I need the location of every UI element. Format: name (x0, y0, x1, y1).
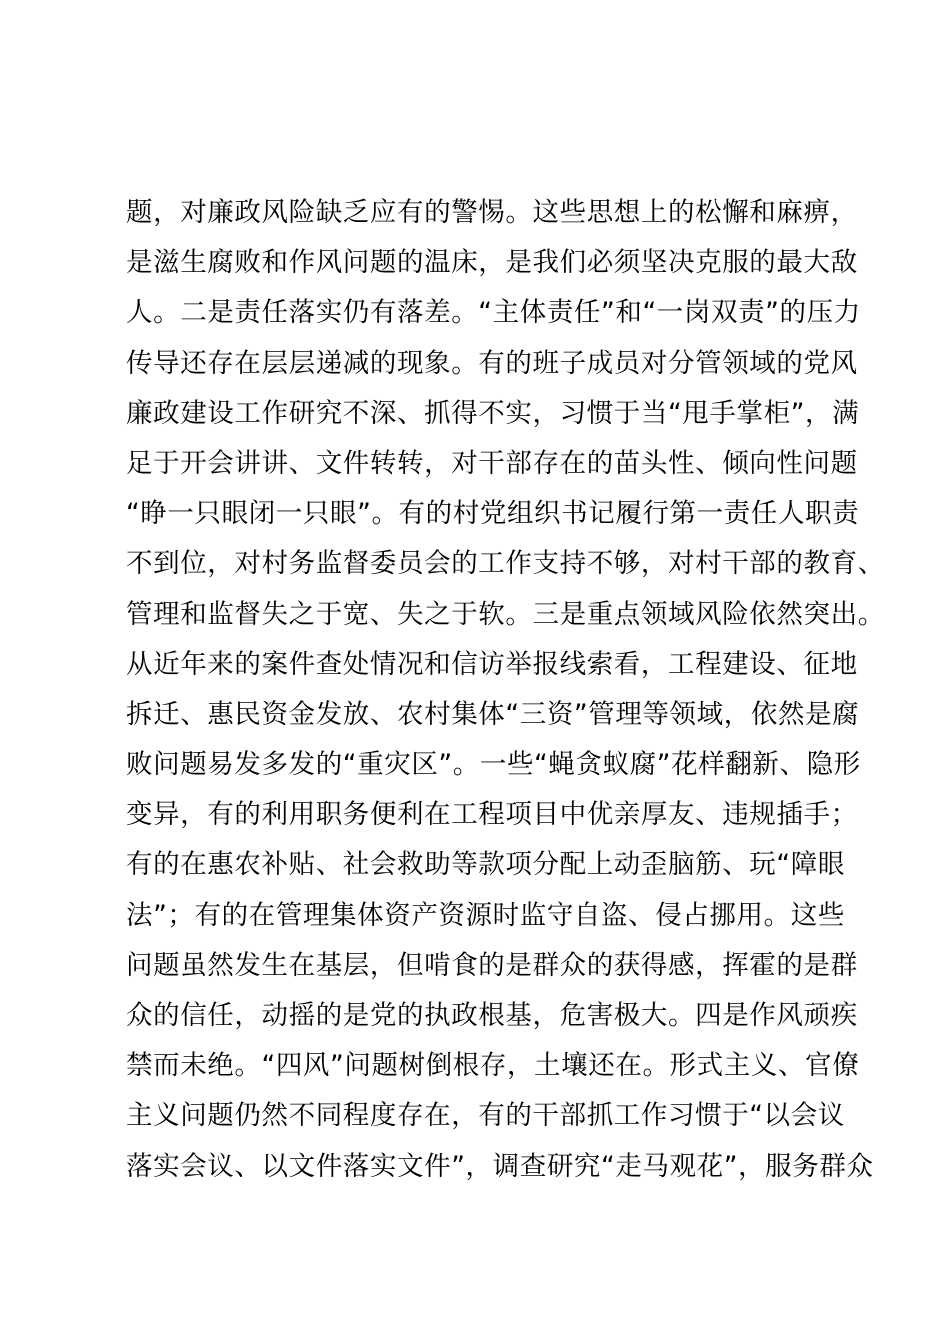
text-line: 主义问题仍然不同程度存在，有的干部抓工作习惯于“以会议 (126, 1100, 845, 1132)
text-line: 从近年来的案件查处情况和信访举报线索看，工程建设、征地 (126, 648, 858, 680)
text-line: 是滋生腐败和作风问题的温床，是我们必须坚决克服的最大敌 (126, 247, 858, 279)
text-line: 禁而未绝。“四风”问题树倒根存，土壤还在。形式主义、官僚 (126, 1050, 860, 1082)
text-line: 人。二是责任落实仍有落差。“主体责任”和“一岗双责”的压力 (126, 297, 861, 329)
text-line: 管理和监督失之于宽、失之于软。三是重点领域风险依然突出。 (126, 598, 885, 630)
text-line: 落实会议、以文件落实文件”，调查研究“走马观花”，服务群众 (126, 1150, 874, 1182)
body-paragraph (126, 188, 885, 1192)
text-line: 足于开会讲讲、文件转转，对干部存在的苗头性、倾向性问题 (126, 447, 858, 479)
text-line: 问题虽然发生在基层，但啃食的是群众的获得感，挥霍的是群 (126, 949, 858, 981)
text-line: “睁一只眼闭一只眼”。有的村党组织书记履行第一责任人职责 (126, 498, 860, 530)
text-line: 变异，有的利用职务便利在工程项目中优亲厚友、违规插手； (126, 799, 858, 831)
text-line: 不到位，对村务监督委员会的工作支持不够，对村干部的教育、 (126, 548, 885, 580)
text-line: 廉政建设工作研究不深、抓得不实，习惯于当“甩手掌柜”，满 (126, 397, 860, 429)
text-line: 题，对廉政风险缺乏应有的警惕。这些思想上的松懈和麻痹， (126, 197, 858, 228)
text-line: 众的信任，动摇的是党的执政根基，危害极大。四是作风顽疾 (126, 1000, 858, 1031)
text-line: 传导还存在层层递减的现象。有的班子成员对分管领域的党风 (126, 347, 858, 379)
text-line: 法”；有的在管理集体资产资源时监守自盗、侵占挪用。这些 (126, 899, 845, 931)
text-line: 败问题易发多发的“重灾区”。一些“蝇贪蚁腐”花样翻新、隐形 (126, 749, 861, 781)
text-line: 有的在惠农补贴、社会救助等款项分配上动歪脑筋、玩“障眼 (126, 849, 845, 881)
text-line: 拆迁、惠民资金发放、农村集体“三资”管理等领域，依然是腐 (126, 698, 860, 730)
